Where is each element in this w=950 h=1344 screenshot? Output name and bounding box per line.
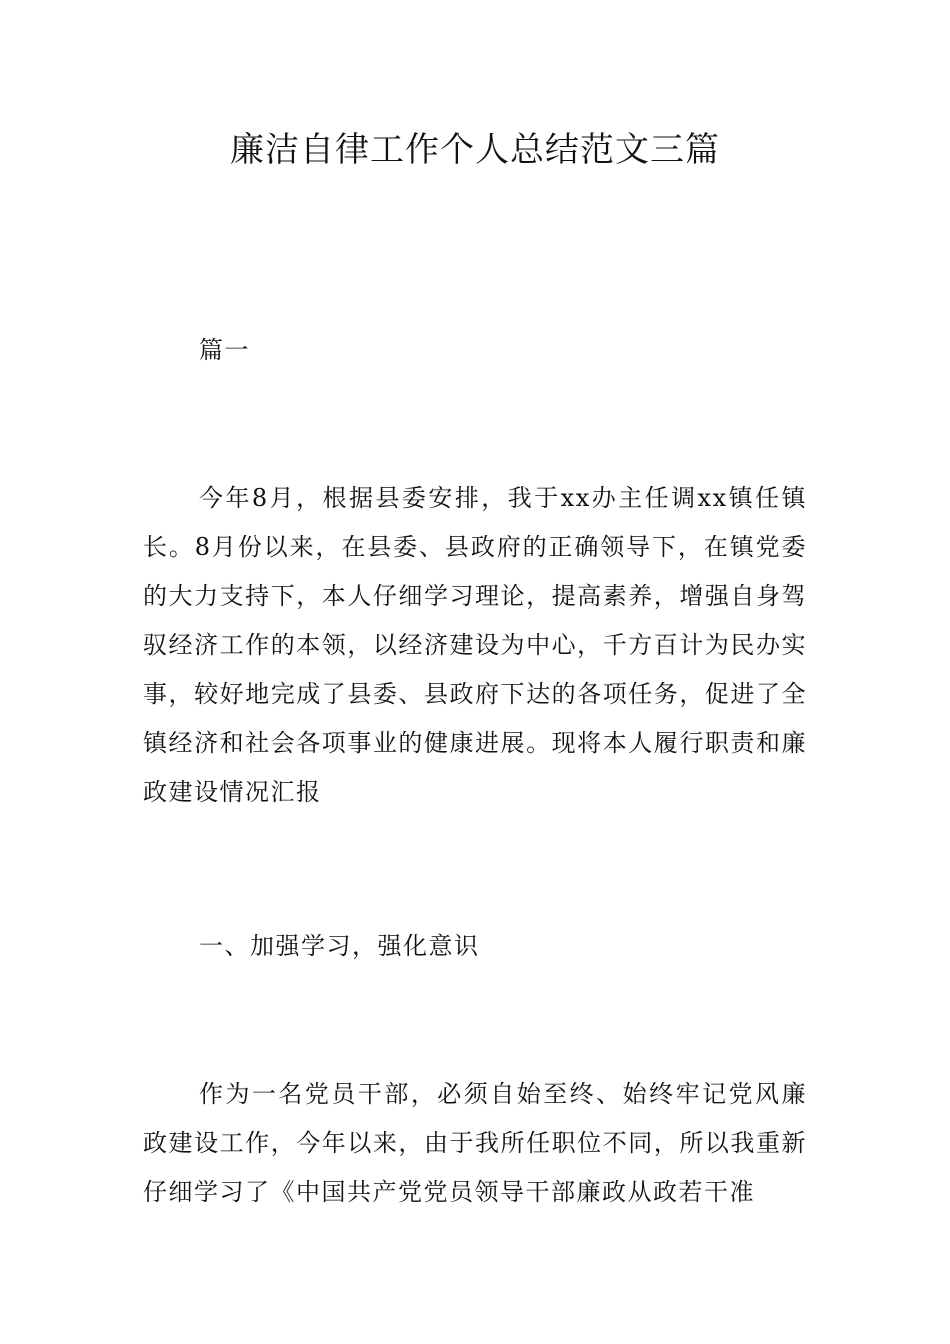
body-paragraph: 今年8月，根据县委安排，我于xx办主任调xx镇任镇长。8月份以来，在县委、县政府的正确领导下，在镇党委的大力支持下，本人仔细学习理论，提高素养，增强自身驾驭经济工作的本领，以经济建设为中心，千方百计为民办实事，较好地完成了县委、县政府下达的各项任务，促进了全镇经济和社会各项事业的健康进展。现将本人履行职责和廉政建设情况汇报 bbox=[143, 484, 807, 806]
body-paragraph: 作为一名党员干部，必须自始至终、始终牢记党风廉政建设工作，今年以来，由于我所任职位不同，所以我重新仔细学习了《中国共产党党员领导干部廉政从政若干准 bbox=[143, 1080, 807, 1206]
document-title: 廉洁自律工作个人总结范文三篇 bbox=[230, 130, 720, 170]
section-label: 篇一 bbox=[199, 336, 250, 364]
section-heading: 一、加强学习，强化意识 bbox=[199, 932, 480, 960]
